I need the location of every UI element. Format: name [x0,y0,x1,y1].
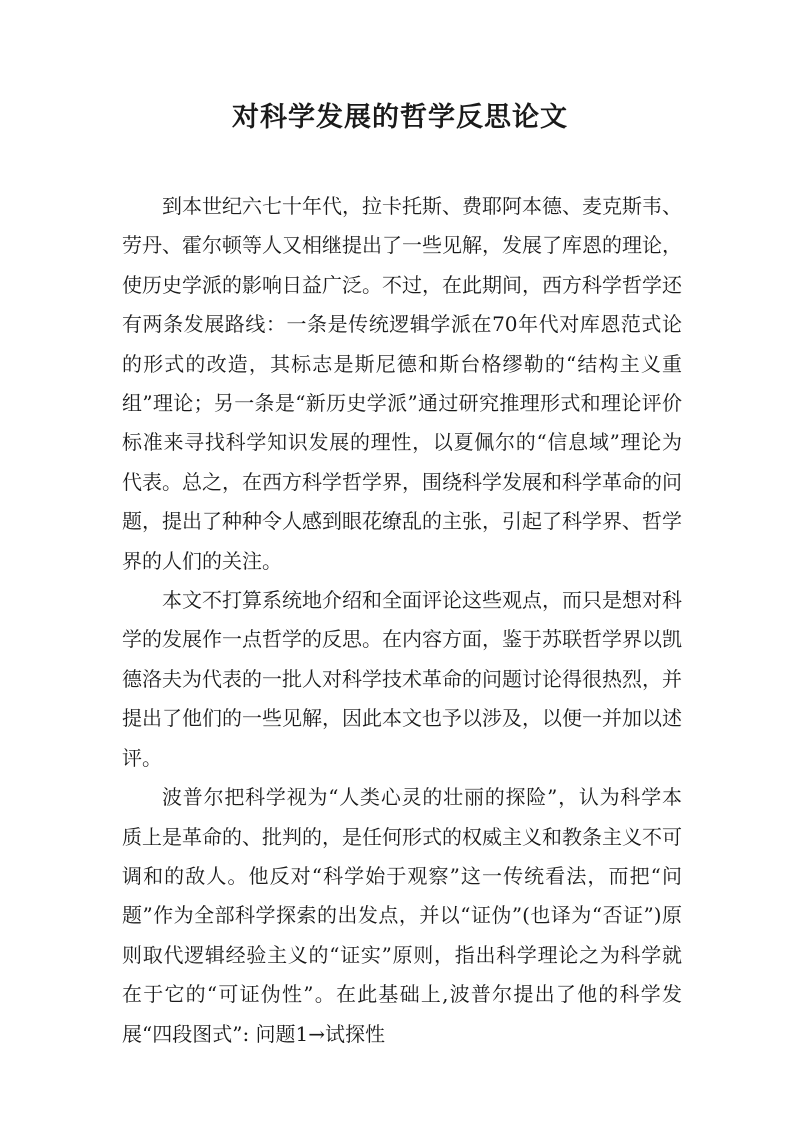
document-body [122,187,682,1054]
paragraph: 本文不打算系统地介绍和全面评论这些观点，而只是想对科学的发展作一点哲学的反思。在内容方面，鉴于苏联哲学界以凯德洛夫为代表的一批人对科学技术革命的问题讨论得很热烈，并提出了他们的一些见解，因此本文也予以涉及，以便一并加以述评。 [122,588,682,770]
document-title: 对科学发展的哲学反思论文 [232,102,568,133]
paragraph: 波普尔把科学视为“人类心灵的壮丽的探险”，认为科学本质上是革命的、批判的，是任何形式的权威主义和教条主义不可调和的敌人。他反对“科学始于观察”这一传统看法，而把“问题”作为全部科学探索的出发点，并以“证伪”(也译为“否证”)原则取代逻辑经验主义的“证实”原则，指出科学理论之为科学就在于它的“可证伪性”。在此基础上,波普尔提出了他的科学发展“四段图式”: 问题1→试探性 [122,785,682,1046]
paragraph: 到本世纪六七十年代，拉卡托斯、费耶阿本德、麦克斯韦、劳丹、霍尔顿等人又相继提出了一些见解，发展了库恩的理论，使历史学派的影响日益广泛。不过，在此期间，西方科学哲学还有两条发展路线：一条是传统逻辑学派在70年代对库恩范式论的形式的改造，其标志是斯尼德和斯台格缪勒的“结构主义重组”理论；另一条是“新历史学派”通过研究推理形式和理论评价标准来寻找科学知识发展的理性，以夏佩尔的“信息域”理论为代表。总之，在西方科学哲学界，围绕科学发展和科学革命的问题，提出了种种令人感到眼花缭乱的主张，引起了科学界、哲学界的人们的关注。 [122,194,682,573]
